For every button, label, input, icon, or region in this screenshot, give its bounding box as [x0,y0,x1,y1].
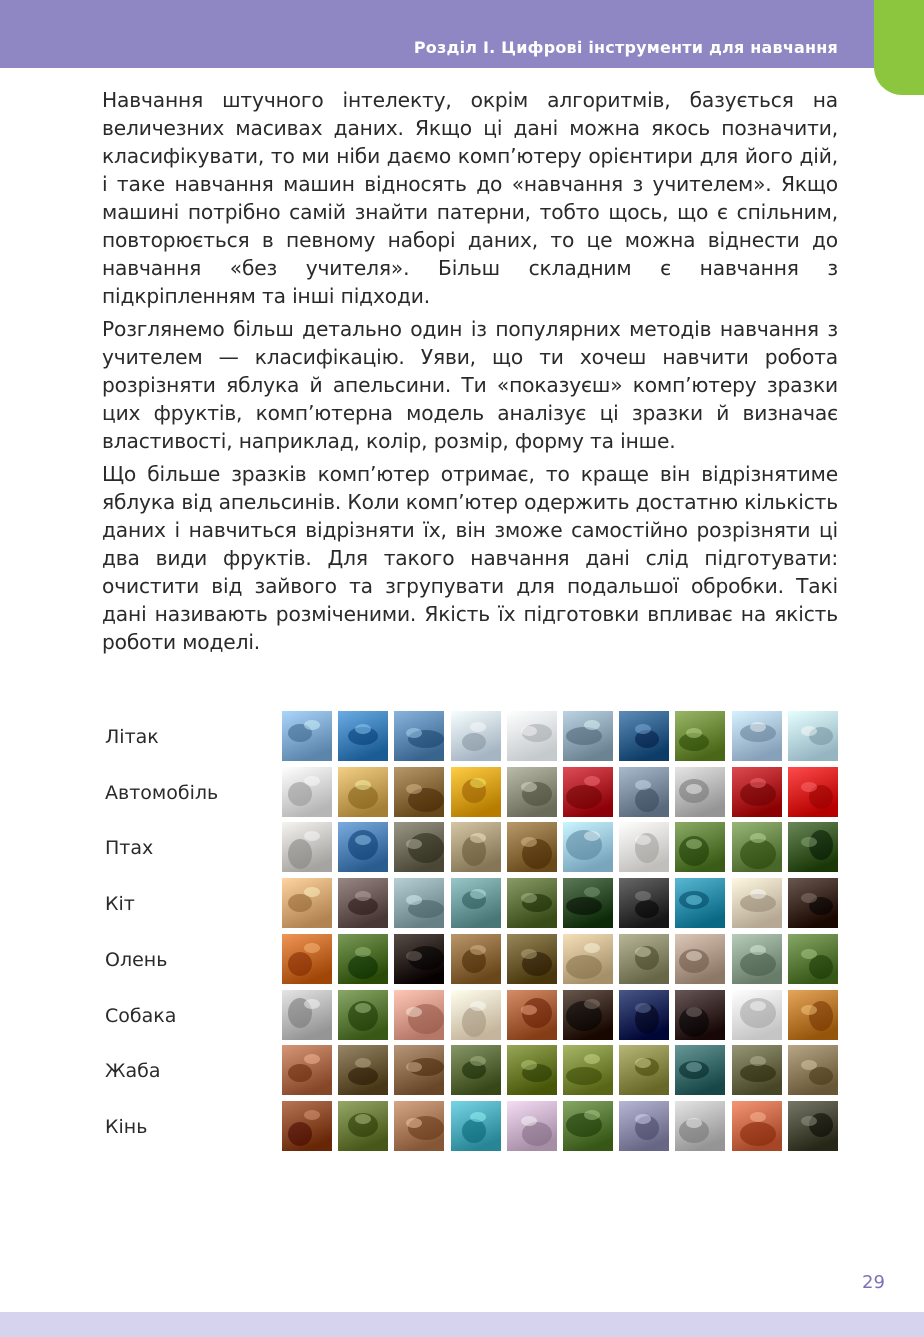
deer-photo-icon [732,934,782,984]
airplane-photo-icon [451,711,501,761]
car-photo-icon [451,767,501,817]
horse-photo-icon [732,1101,782,1151]
frog-photo-icon [732,1045,782,1095]
horse-photo-icon [675,1101,725,1151]
class-label: Автомобіль [105,781,219,804]
frog-photo-icon [619,1045,669,1095]
dog-photo-icon [788,990,838,1040]
deer-photo-icon [507,934,557,984]
cat-photo-icon [788,878,838,928]
bird-photo-icon [394,822,444,872]
cat-photo-icon [282,878,332,928]
dog-photo-icon [394,990,444,1040]
dog-photo-icon [282,990,332,1040]
class-label: Жаба [105,1060,161,1083]
frog-photo-icon [394,1045,444,1095]
section-title: Розділ І. Цифрові інструменти для навчання [413,38,838,57]
bird-photo-icon [732,822,782,872]
car-photo-icon [732,767,782,817]
chapter-tab [874,0,924,95]
deer-photo-icon [451,934,501,984]
deer-photo-icon [338,934,388,984]
car-photo-icon [619,767,669,817]
airplane-photo-icon [619,711,669,761]
cat-photo-icon [338,878,388,928]
cat-photo-icon [563,878,613,928]
horse-photo-icon [451,1101,501,1151]
car-photo-icon [282,767,332,817]
deer-photo-icon [619,934,669,984]
page-number: 29 [862,1272,885,1293]
bird-photo-icon [788,822,838,872]
cat-photo-icon [507,878,557,928]
header-band [0,0,876,68]
horse-photo-icon [338,1101,388,1151]
body-text [102,86,838,661]
car-photo-icon [338,767,388,817]
frog-photo-icon [451,1045,501,1095]
paragraph-3: Що більше зразків комп’ютер отримає, то краще він відрізнятиме яблука від апельсинів. Коли комп’ютер одержить достатню кількість даних і навчиться відрізняти їх, він зможе самостійно розрізняти ці два види фруктів. Для такого навчання дані слід підготувати: очистити від зайвого та згрупувати для подальшої обробки. Такі дані називають розміченими. Якість їх підготовки впливає на якість роботи моделі. [102,462,839,654]
deer-photo-icon [563,934,613,984]
cat-photo-icon [732,878,782,928]
airplane-photo-icon [394,711,444,761]
bird-photo-icon [675,822,725,872]
deer-photo-icon [675,934,725,984]
dog-photo-icon [563,990,613,1040]
cat-photo-icon [451,878,501,928]
airplane-photo-icon [732,711,782,761]
class-label: Кіт [105,893,135,916]
airplane-photo-icon [507,711,557,761]
footer-band [0,1312,924,1337]
class-label: Кінь [105,1115,148,1138]
bird-photo-icon [451,822,501,872]
frog-photo-icon [338,1045,388,1095]
airplane-photo-icon [788,711,838,761]
deer-photo-icon [788,934,838,984]
bird-photo-icon [507,822,557,872]
horse-photo-icon [619,1101,669,1151]
deer-photo-icon [394,934,444,984]
dog-photo-icon [451,990,501,1040]
class-label: Собака [105,1004,177,1027]
frog-photo-icon [788,1045,838,1095]
car-photo-icon [675,767,725,817]
airplane-photo-icon [338,711,388,761]
horse-photo-icon [282,1101,332,1151]
frog-photo-icon [282,1045,332,1095]
bird-photo-icon [563,822,613,872]
bird-photo-icon [338,822,388,872]
car-photo-icon [788,767,838,817]
horse-photo-icon [394,1101,444,1151]
car-photo-icon [394,767,444,817]
bird-photo-icon [282,822,332,872]
cat-photo-icon [675,878,725,928]
deer-photo-icon [282,934,332,984]
bird-photo-icon [619,822,669,872]
paragraph-2: Розглянемо більш детально один із популярних методів навчання з учителем — класифікацію. Уяви, що ти хочеш навчити робота розрізняти яблука й апельсини. Ти «показуєш» комп’ютеру зразки цих фруктів, комп’ютерна модель аналізує ці зразки й визначає властивості, наприклад, колір, розмір, форму та інше. [102,317,838,453]
dog-photo-icon [732,990,782,1040]
paragraph-1: Навчання штучного інтелекту, окрім алгоритмів, базується на величезних масивах даних. Якщо ці дані можна якось позначити, класифікувати, то ми ніби даємо комп’ютеру орієнтири для його дій, і таке навчання машин відносять до «навчання з учителем». Якщо машині потрібно самій знайти патерни, тобто щось, що є спільним, повторюється в певному наборі даних, то це можна віднести до навчання «без учителя». Більш складним є навчання з підкріпленням та інші підходи. [102,88,838,308]
airplane-photo-icon [563,711,613,761]
car-photo-icon [563,767,613,817]
class-label: Птах [105,837,154,860]
cat-photo-icon [619,878,669,928]
frog-photo-icon [675,1045,725,1095]
horse-photo-icon [563,1101,613,1151]
frog-photo-icon [507,1045,557,1095]
dog-photo-icon [338,990,388,1040]
class-label: Літак [105,726,159,748]
class-label: Олень [105,948,168,971]
dog-photo-icon [619,990,669,1040]
airplane-photo-icon [675,711,725,761]
horse-photo-icon [788,1101,838,1151]
frog-photo-icon [563,1045,613,1095]
cat-photo-icon [394,878,444,928]
dog-photo-icon [675,990,725,1040]
horse-photo-icon [507,1101,557,1151]
car-photo-icon [507,767,557,817]
dog-photo-icon [507,990,557,1040]
airplane-photo-icon [282,711,332,761]
